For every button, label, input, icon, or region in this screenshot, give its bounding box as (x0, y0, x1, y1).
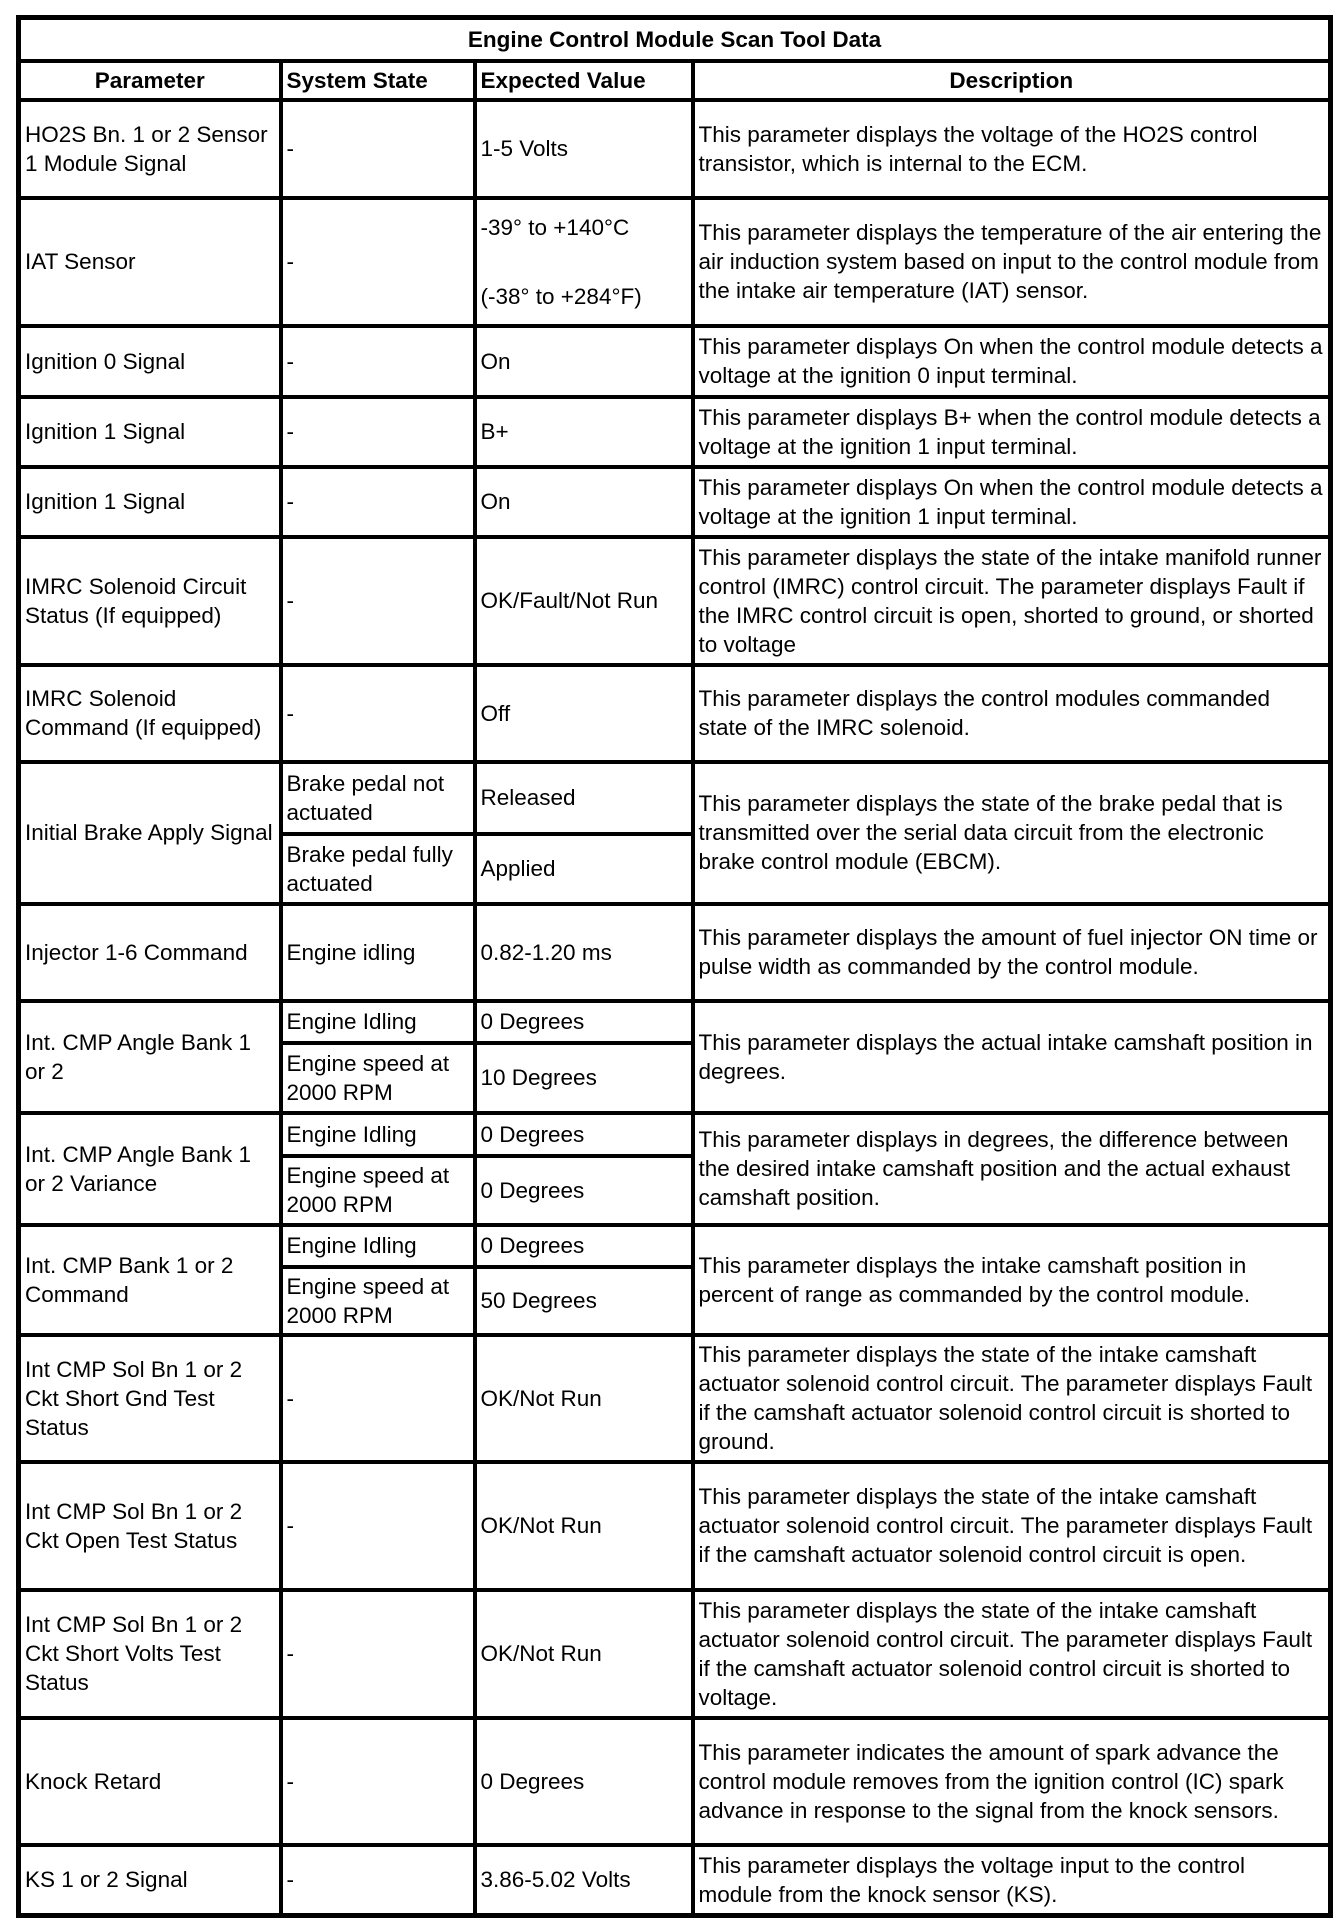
header-description: Description (693, 61, 1331, 100)
expected-value-fahrenheit: (-38° to +284°F) (480, 283, 642, 309)
description-cell: This parameter displays the actual intake camshaft position in degrees. (693, 1001, 1331, 1113)
expected-value-cell: OK/Not Run (475, 1462, 693, 1590)
table-title: Engine Control Module Scan Tool Data (19, 18, 1331, 61)
parameter-cell: Ignition 0 Signal (19, 326, 281, 397)
expected-value-cell: OK/Fault/Not Run (475, 537, 693, 665)
expected-value-cell: OK/Not Run (475, 1590, 693, 1718)
description-cell: This parameter displays the amount of fuel injector ON time or pulse width as commanded by the control module. (693, 904, 1331, 1001)
scan-tool-data-table (16, 15, 1333, 1918)
system-state-cell: Engine idling (281, 904, 475, 1001)
parameter-cell: Ignition 1 Signal (19, 397, 281, 467)
expected-value-cell: 0.82-1.20 ms (475, 904, 693, 1001)
table-row (19, 326, 1331, 397)
expected-value-cell: 50 Degrees (475, 1267, 693, 1335)
expected-value-cell: 0 Degrees (475, 1718, 693, 1845)
system-state-cell: - (281, 665, 475, 762)
expected-value-cell: On (475, 467, 693, 537)
table-row (19, 1718, 1331, 1845)
table-row (19, 1845, 1331, 1916)
description-cell: This parameter displays the temperature of the air entering the air induction system based on input to the control module from the intake air temperature (IAT) sensor. (693, 198, 1331, 326)
system-state-cell: Engine speed at 2000 RPM (281, 1156, 475, 1225)
expected-value-cell: On (475, 326, 693, 397)
system-state-cell: - (281, 1590, 475, 1718)
system-state-cell: - (281, 397, 475, 467)
system-state-cell: - (281, 1335, 475, 1462)
description-cell: This parameter displays the state of the brake pedal that is transmitted over the serial data circuit from the electronic brake control module (EBCM). (693, 762, 1331, 904)
system-state-cell: - (281, 326, 475, 397)
expected-value-cell: Applied (475, 834, 693, 904)
table-row (19, 397, 1331, 467)
table-row (19, 467, 1331, 537)
parameter-cell: Int CMP Sol Bn 1 or 2 Ckt Short Volts Test Status (19, 1590, 281, 1718)
parameter-cell: HO2S Bn. 1 or 2 Sensor 1 Module Signal (19, 100, 281, 198)
expected-value-cell: 0 Degrees (475, 1113, 693, 1156)
system-state-cell: - (281, 467, 475, 537)
parameter-cell: IMRC Solenoid Circuit Status (If equipped) (19, 537, 281, 665)
table-row (19, 198, 1331, 326)
description-cell: This parameter displays the state of the intake camshaft actuator solenoid control circuit. The parameter displays Fault if the camshaft actuator solenoid control circuit is open. (693, 1462, 1331, 1590)
parameter-cell: Int CMP Sol Bn 1 or 2 Ckt Open Test Status (19, 1462, 281, 1590)
table-row (19, 1335, 1331, 1462)
description-cell: This parameter displays B+ when the control module detects a voltage at the ignition 1 input terminal. (693, 397, 1331, 467)
system-state-cell: - (281, 198, 475, 326)
parameter-cell: Injector 1-6 Command (19, 904, 281, 1001)
system-state-cell: - (281, 537, 475, 665)
system-state-cell: Engine Idling (281, 1113, 475, 1156)
system-state-cell: Engine speed at 2000 RPM (281, 1267, 475, 1335)
expected-value-cell: 0 Degrees (475, 1156, 693, 1225)
parameter-cell: Int. CMP Bank 1 or 2 Command (19, 1225, 281, 1335)
system-state-cell: Brake pedal not actuated (281, 762, 475, 834)
system-state-cell: - (281, 1718, 475, 1845)
expected-value-cell: Released (475, 762, 693, 834)
expected-value-cell: OK/Not Run (475, 1335, 693, 1462)
description-cell: This parameter displays the voltage input to the control module from the knock sensor (KS). (693, 1845, 1331, 1916)
table-row (19, 762, 1331, 834)
description-cell: This parameter displays the state of the intake camshaft actuator solenoid control circuit. The parameter displays Fault if the camshaft actuator solenoid control circuit is shorted to ground. (693, 1335, 1331, 1462)
description-cell: This parameter displays On when the control module detects a voltage at the ignition 0 input terminal. (693, 326, 1331, 397)
expected-value-cell: 1-5 Volts (475, 100, 693, 198)
system-state-cell: - (281, 100, 475, 198)
parameter-cell: IAT Sensor (19, 198, 281, 326)
table-row (19, 100, 1331, 198)
description-cell: This parameter displays On when the control module detects a voltage at the ignition 1 input terminal. (693, 467, 1331, 537)
system-state-cell: Engine Idling (281, 1001, 475, 1043)
parameter-cell: Int CMP Sol Bn 1 or 2 Ckt Short Gnd Test Status (19, 1335, 281, 1462)
table-row (19, 1001, 1331, 1043)
expected-value-cell (475, 198, 693, 326)
parameter-cell: KS 1 or 2 Signal (19, 1845, 281, 1916)
system-state-cell: Engine speed at 2000 RPM (281, 1043, 475, 1113)
expected-value-cell: 10 Degrees (475, 1043, 693, 1113)
expected-value-cell: Off (475, 665, 693, 762)
description-cell: This parameter displays the control modules commanded state of the IMRC solenoid. (693, 665, 1331, 762)
parameter-cell: Initial Brake Apply Signal (19, 762, 281, 904)
expected-value-cell: 3.86-5.02 Volts (475, 1845, 693, 1916)
table-row (19, 1225, 1331, 1267)
system-state-cell: Engine Idling (281, 1225, 475, 1267)
table-row (19, 537, 1331, 665)
description-cell: This parameter displays in degrees, the difference between the desired intake camshaft position and the actual exhaust camshaft position. (693, 1113, 1331, 1225)
system-state-cell: Brake pedal fully actuated (281, 834, 475, 904)
parameter-cell: IMRC Solenoid Command (If equipped) (19, 665, 281, 762)
description-cell: This parameter displays the intake camshaft position in percent of range as commanded by the control module. (693, 1225, 1331, 1335)
header-system-state: System State (281, 61, 475, 100)
parameter-cell: Knock Retard (19, 1718, 281, 1845)
parameter-cell: Int. CMP Angle Bank 1 or 2 (19, 1001, 281, 1113)
header-parameter: Parameter (19, 61, 281, 100)
table-row (19, 1590, 1331, 1718)
parameter-cell: Int. CMP Angle Bank 1 or 2 Variance (19, 1113, 281, 1225)
header-expected-value: Expected Value (475, 61, 693, 100)
expected-value-cell: 0 Degrees (475, 1001, 693, 1043)
description-cell: This parameter displays the voltage of the HO2S control transistor, which is internal to the ECM. (693, 100, 1331, 198)
table-row (19, 1462, 1331, 1590)
description-cell: This parameter displays the state of the intake manifold runner control (IMRC) control circuit. The parameter displays Fault if the IMRC control circuit is open, shorted to ground, or shorted to voltage (693, 537, 1331, 665)
system-state-cell: - (281, 1845, 475, 1916)
description-cell: This parameter displays the state of the intake camshaft actuator solenoid control circuit. The parameter displays Fault if the camshaft actuator solenoid control circuit is shorted to voltage. (693, 1590, 1331, 1718)
parameter-cell: Ignition 1 Signal (19, 467, 281, 537)
table-row (19, 904, 1331, 1001)
description-cell: This parameter indicates the amount of spark advance the control module removes from the ignition control (IC) spark advance in response to the signal from the knock sensors. (693, 1718, 1331, 1845)
table-row (19, 1113, 1331, 1156)
table-row (19, 665, 1331, 762)
expected-value-celsius: -39° to +140°C (480, 214, 630, 240)
expected-value-cell: 0 Degrees (475, 1225, 693, 1267)
expected-value-cell: B+ (475, 397, 693, 467)
system-state-cell: - (281, 1462, 475, 1590)
